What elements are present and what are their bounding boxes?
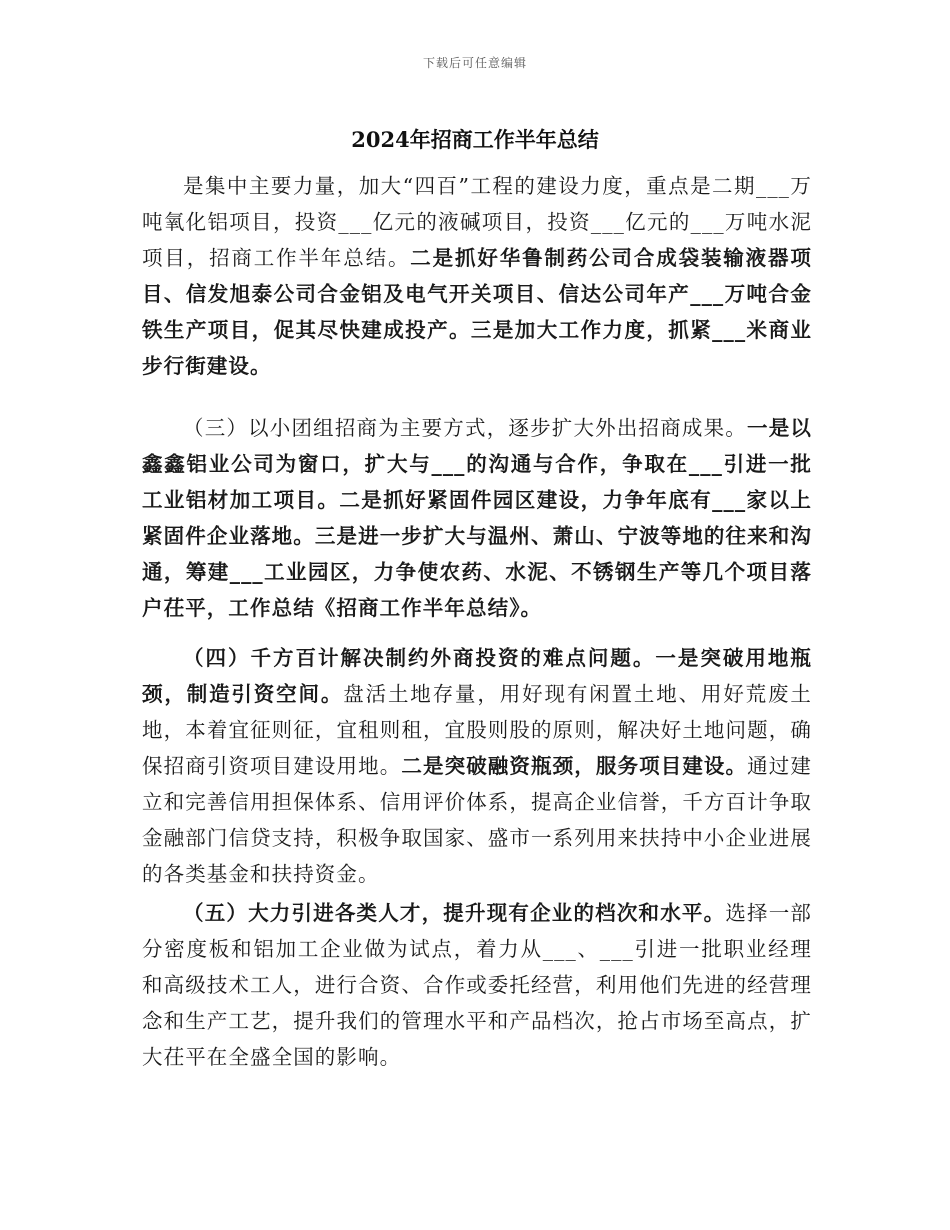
paragraph-1-text-a: 是集中主要力量，加大“四百”工程的建设力度，重点是二期___万吨氧化铝项目，投资___亿元的液碱项目，投资___亿元的___万吨水泥项目，招商工作半年总结。 — [142, 174, 812, 270]
paragraph-2 — [142, 410, 812, 626]
paragraph-3 — [142, 640, 812, 892]
paragraph-4 — [142, 895, 812, 1075]
header-note: 下载后可任意编辑 — [422, 56, 527, 70]
paragraph-3-text-a: 盘活土地存量，用好现有闲置土地、用好荒废土地，本着宜征则征，宜租则租，宜股则股的原则，解决好土地问题，确保招商引资项目建设用地。 — [142, 682, 812, 778]
paragraph-3-text-b: 通过建立和完善信用担保体系、信用评价体系，提高企业信誉，千方百计争取金融部门信贷支持，积极争取国家、盛市一系列用来扶持中小企业进展的各类基金和扶持资金。 — [142, 754, 812, 886]
paragraph-1-text-b: 二是抓好华鲁制药公司合成袋装输液器项目、信发旭泰公司合金铝及电气开关项目、信达公司年产___万吨合金铁生产项目，促其尽快建成投产。三是加大工作力度，抓紧___米商业步行街建设。 — [142, 246, 812, 378]
paragraph-3-heading: （四）千方百计解决制约外商投资的难点问题。一是突破用地瓶颈，制造引资空间。 — [142, 646, 812, 706]
document-title: 2024年招商工作半年总结 — [351, 127, 599, 152]
paragraph-4-heading: （五）大力引进各类人才，提升现有企业的档次和水平。 — [183, 901, 726, 925]
paragraph-3-subheading: 二是突破融资瓶颈，服务项目建设。 — [401, 754, 748, 778]
paragraph-2-text: 一是以鑫鑫铝业公司为窗口，扩大与___的沟通与合作，争取在___引进一批工业铝材加工项目。二是抓好紧固件园区建设，力争年底有___家以上紧固件企业落地。三是进一步扩大与温州、萧山、宁波等地的往来和沟通，筹建___工业园区，力争使农药、水泥、不锈钢生产等几个项目落户茌平，工作总结《招商工作半年总结》。 — [142, 416, 812, 620]
paragraph-4-text: 选择一部分密度板和铝加工企业做为试点，着力从___、___引进一批职业经理和高级技术工人，进行合资、合作或委托经营，利用他们先进的经营理念和生产工艺，提升我们的管理水平和产品档次，抢占市场至高点，扩大茌平在全盛全国的影响。 — [142, 901, 813, 1069]
paragraph-1 — [142, 168, 812, 384]
paragraph-2-heading: （三）以小团组招商为主要方式，逐步扩大外出招商成果。 — [183, 416, 747, 440]
